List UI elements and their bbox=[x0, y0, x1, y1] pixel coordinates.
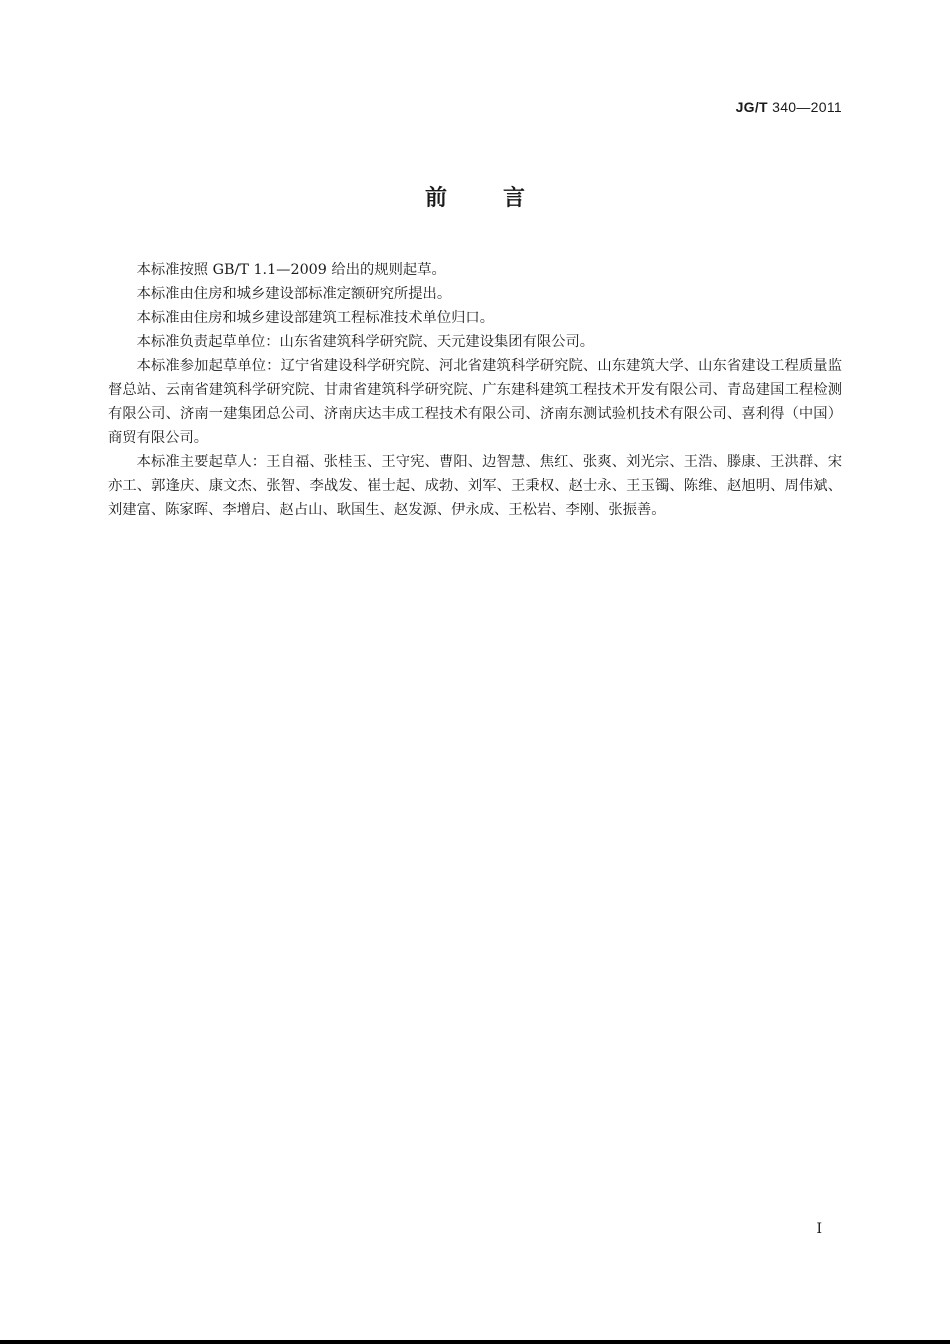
foreword-body bbox=[108, 258, 842, 522]
standard-number: 340—2011 bbox=[772, 99, 842, 115]
standard-code bbox=[736, 99, 842, 115]
paragraph-administrator: 本标准由住房和城乡建设部建筑工程标准技术单位归口。 bbox=[136, 310, 495, 326]
paragraph-main-drafters: 本标准主要起草人：王自福、张桂玉、王守宪、曹阳、边智慧、焦红、张爽、刘光宗、王浩、滕康、王洪群、宋亦工、郭逢庆、康文杰、张智、李战发、崔士起、成勃、刘军、王秉权、赵士永、王玉镯、陈维、赵旭明、周伟斌、刘建富、陈家晖、李增启、赵占山、耿国生、赵发源、伊永成、王松岩、李刚、张振善。 bbox=[108, 454, 842, 518]
paragraph-participating-drafters: 本标准参加起草单位：辽宁省建设科学研究院、河北省建筑科学研究院、山东建筑大学、山东省建设工程质量监督总站、云南省建筑科学研究院、甘肃省建筑科学研究院、广东建科建筑工程技术开发有限公司、青岛建国工程检测有限公司、济南一建集团总公司、济南庆达丰成工程技术有限公司、济南东测试验机技术有限公司、喜利得（中国）商贸有限公司。 bbox=[108, 358, 842, 446]
bottom-border-line bbox=[0, 1340, 950, 1344]
page-title: 前言 bbox=[424, 186, 581, 211]
standard-prefix: JG/T bbox=[735, 99, 768, 115]
paragraph-drafting-rules: 本标准按照 GB/T 1.1—2009 给出的规则起草。 bbox=[136, 262, 446, 278]
paragraph-proposer: 本标准由住房和城乡建设部标准定额研究所提出。 bbox=[136, 286, 452, 302]
page-number: I bbox=[816, 1221, 822, 1237]
paragraph-lead-drafters: 本标准负责起草单位：山东省建筑科学研究院、天元建设集团有限公司。 bbox=[136, 334, 595, 350]
